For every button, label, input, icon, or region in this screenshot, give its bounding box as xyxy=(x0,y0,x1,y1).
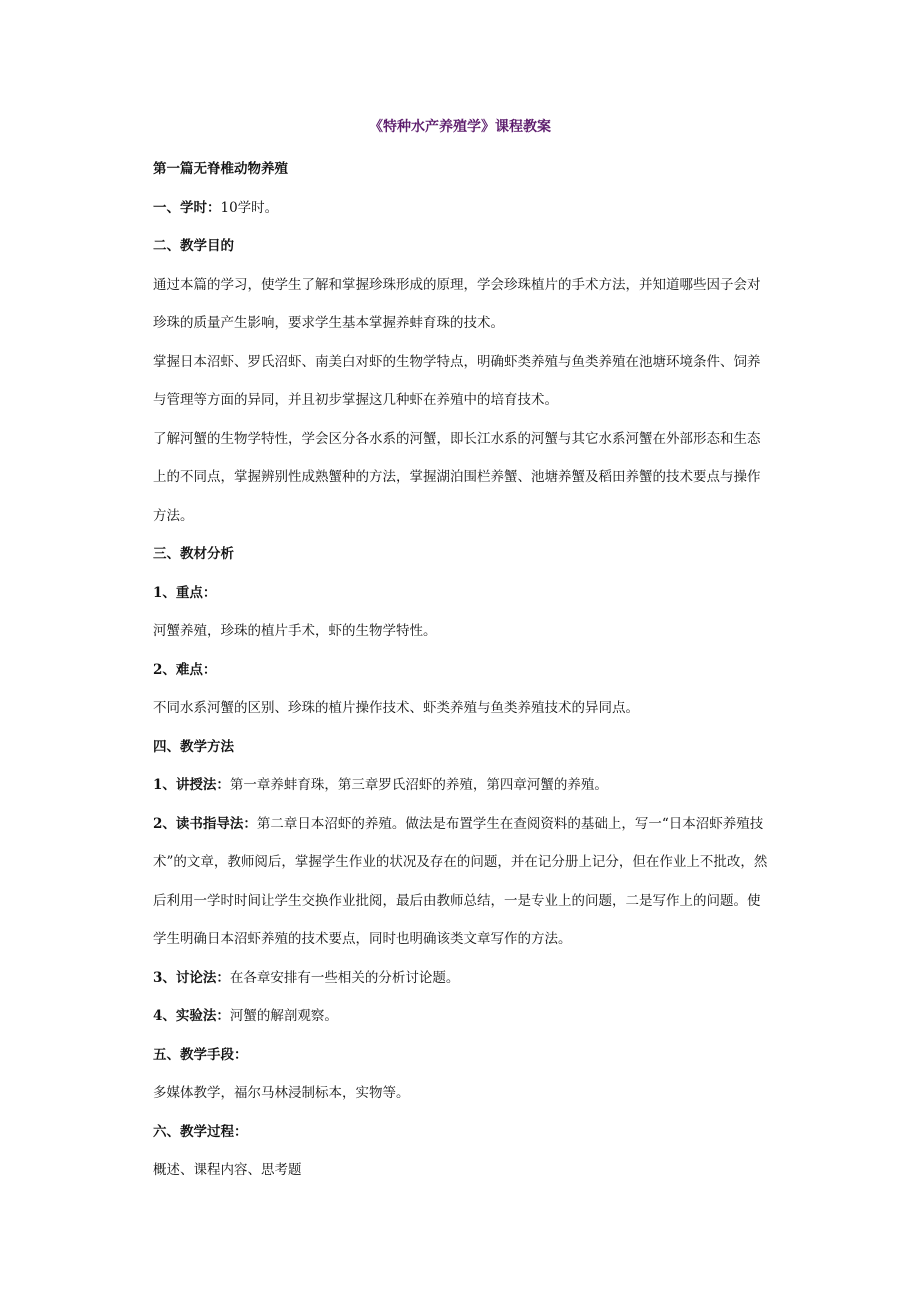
method-experiment xyxy=(153,997,773,1036)
method-label: 3、讨论法： xyxy=(153,969,230,986)
methods-heading: 四、教学方法 xyxy=(153,738,234,755)
objectives-heading: 二、教学目的 xyxy=(153,238,234,254)
method-text: 在各章安排有一些相关的分析讨论题。 xyxy=(229,969,460,986)
method-label: 2、读书指导法： xyxy=(153,815,257,832)
difficult-points-text: 不同水系河蟹的区别、珍珠的植片操作技术、虾类养殖与鱼类养殖技术的异同点。 xyxy=(153,700,639,716)
method-reading-guidance xyxy=(153,805,773,959)
difficult-points-label: 2、难点： xyxy=(153,661,217,678)
means-heading: 五、教学手段： xyxy=(153,1046,248,1063)
hours-line xyxy=(153,189,773,228)
process-heading: 六、教学过程： xyxy=(153,1123,248,1140)
document-title: 《特种水产养殖学》课程教案 xyxy=(369,119,551,135)
method-discussion xyxy=(153,959,773,998)
analysis-heading: 三、教材分析 xyxy=(153,546,234,562)
method-text: 第二章日本沼虾的养殖。做法是布置学生在查阅资料的基础上，写一“日本沼虾养殖技术”的文章，教师阅后，掌握学生作业的状况及存在的问题，并在记分册上记分，但在作业上不批改，然后利用一学时时间让学生交换作业批阅，最后由教师总结，一是专业上的问题，二是写作上的问题。使学生明确日本沼虾养殖的技术要点，同时也明确该类文章写作的方法。 xyxy=(153,815,768,947)
method-label: 1、讲授法： xyxy=(153,777,230,793)
hours-value: 10学时。 xyxy=(220,199,279,216)
objectives-paragraph-crab: 了解河蟹的生物学特性，学会区分各水系的河蟹，即长江水系的河蟹与其它水系河蟹在外部形态和生态上的不同点，掌握辨别性成熟蟹种的方法，掌握湖泊围栏养蟹、池塘养蟹及稻田养蟹的技术要点与操作方法。 xyxy=(153,430,761,524)
key-points-text: 河蟹养殖，珍珠的植片手术，虾的生物学特性。 xyxy=(153,623,437,639)
method-text: 河蟹的解剖观察。 xyxy=(229,1008,338,1024)
document-body xyxy=(153,150,773,1190)
method-text: 第一章养蚌育珠，第三章罗氏沼虾的养殖，第四章河蟹的养殖。 xyxy=(229,777,608,793)
objectives-paragraph-pearl: 通过本篇的学习，使学生了解和掌握珍珠形成的原理，学会珍珠植片的手术方法，并知道哪些因子会对珍珠的质量产生影响，要求学生基本掌握养蚌育珠的技术。 xyxy=(153,276,761,331)
key-points-label: 1、重点： xyxy=(153,584,217,601)
method-lecture xyxy=(153,766,773,805)
means-text: 多媒体教学，福尔马林浸制标本，实物等。 xyxy=(153,1085,410,1101)
hours-label: 一、学时： xyxy=(153,199,221,216)
part-heading: 第一篇无脊椎动物养殖 xyxy=(153,161,288,177)
method-label: 4、实验法： xyxy=(153,1008,230,1024)
objectives-paragraph-shrimp: 掌握日本沼虾、罗氏沼虾、南美白对虾的生物学特点，明确虾类养殖与鱼类养殖在池塘环境条件、饲养与管理等方面的异同，并且初步掌握这几种虾在养殖中的培育技术。 xyxy=(153,353,761,408)
process-text: 概述、课程内容、思考题 xyxy=(153,1162,302,1178)
